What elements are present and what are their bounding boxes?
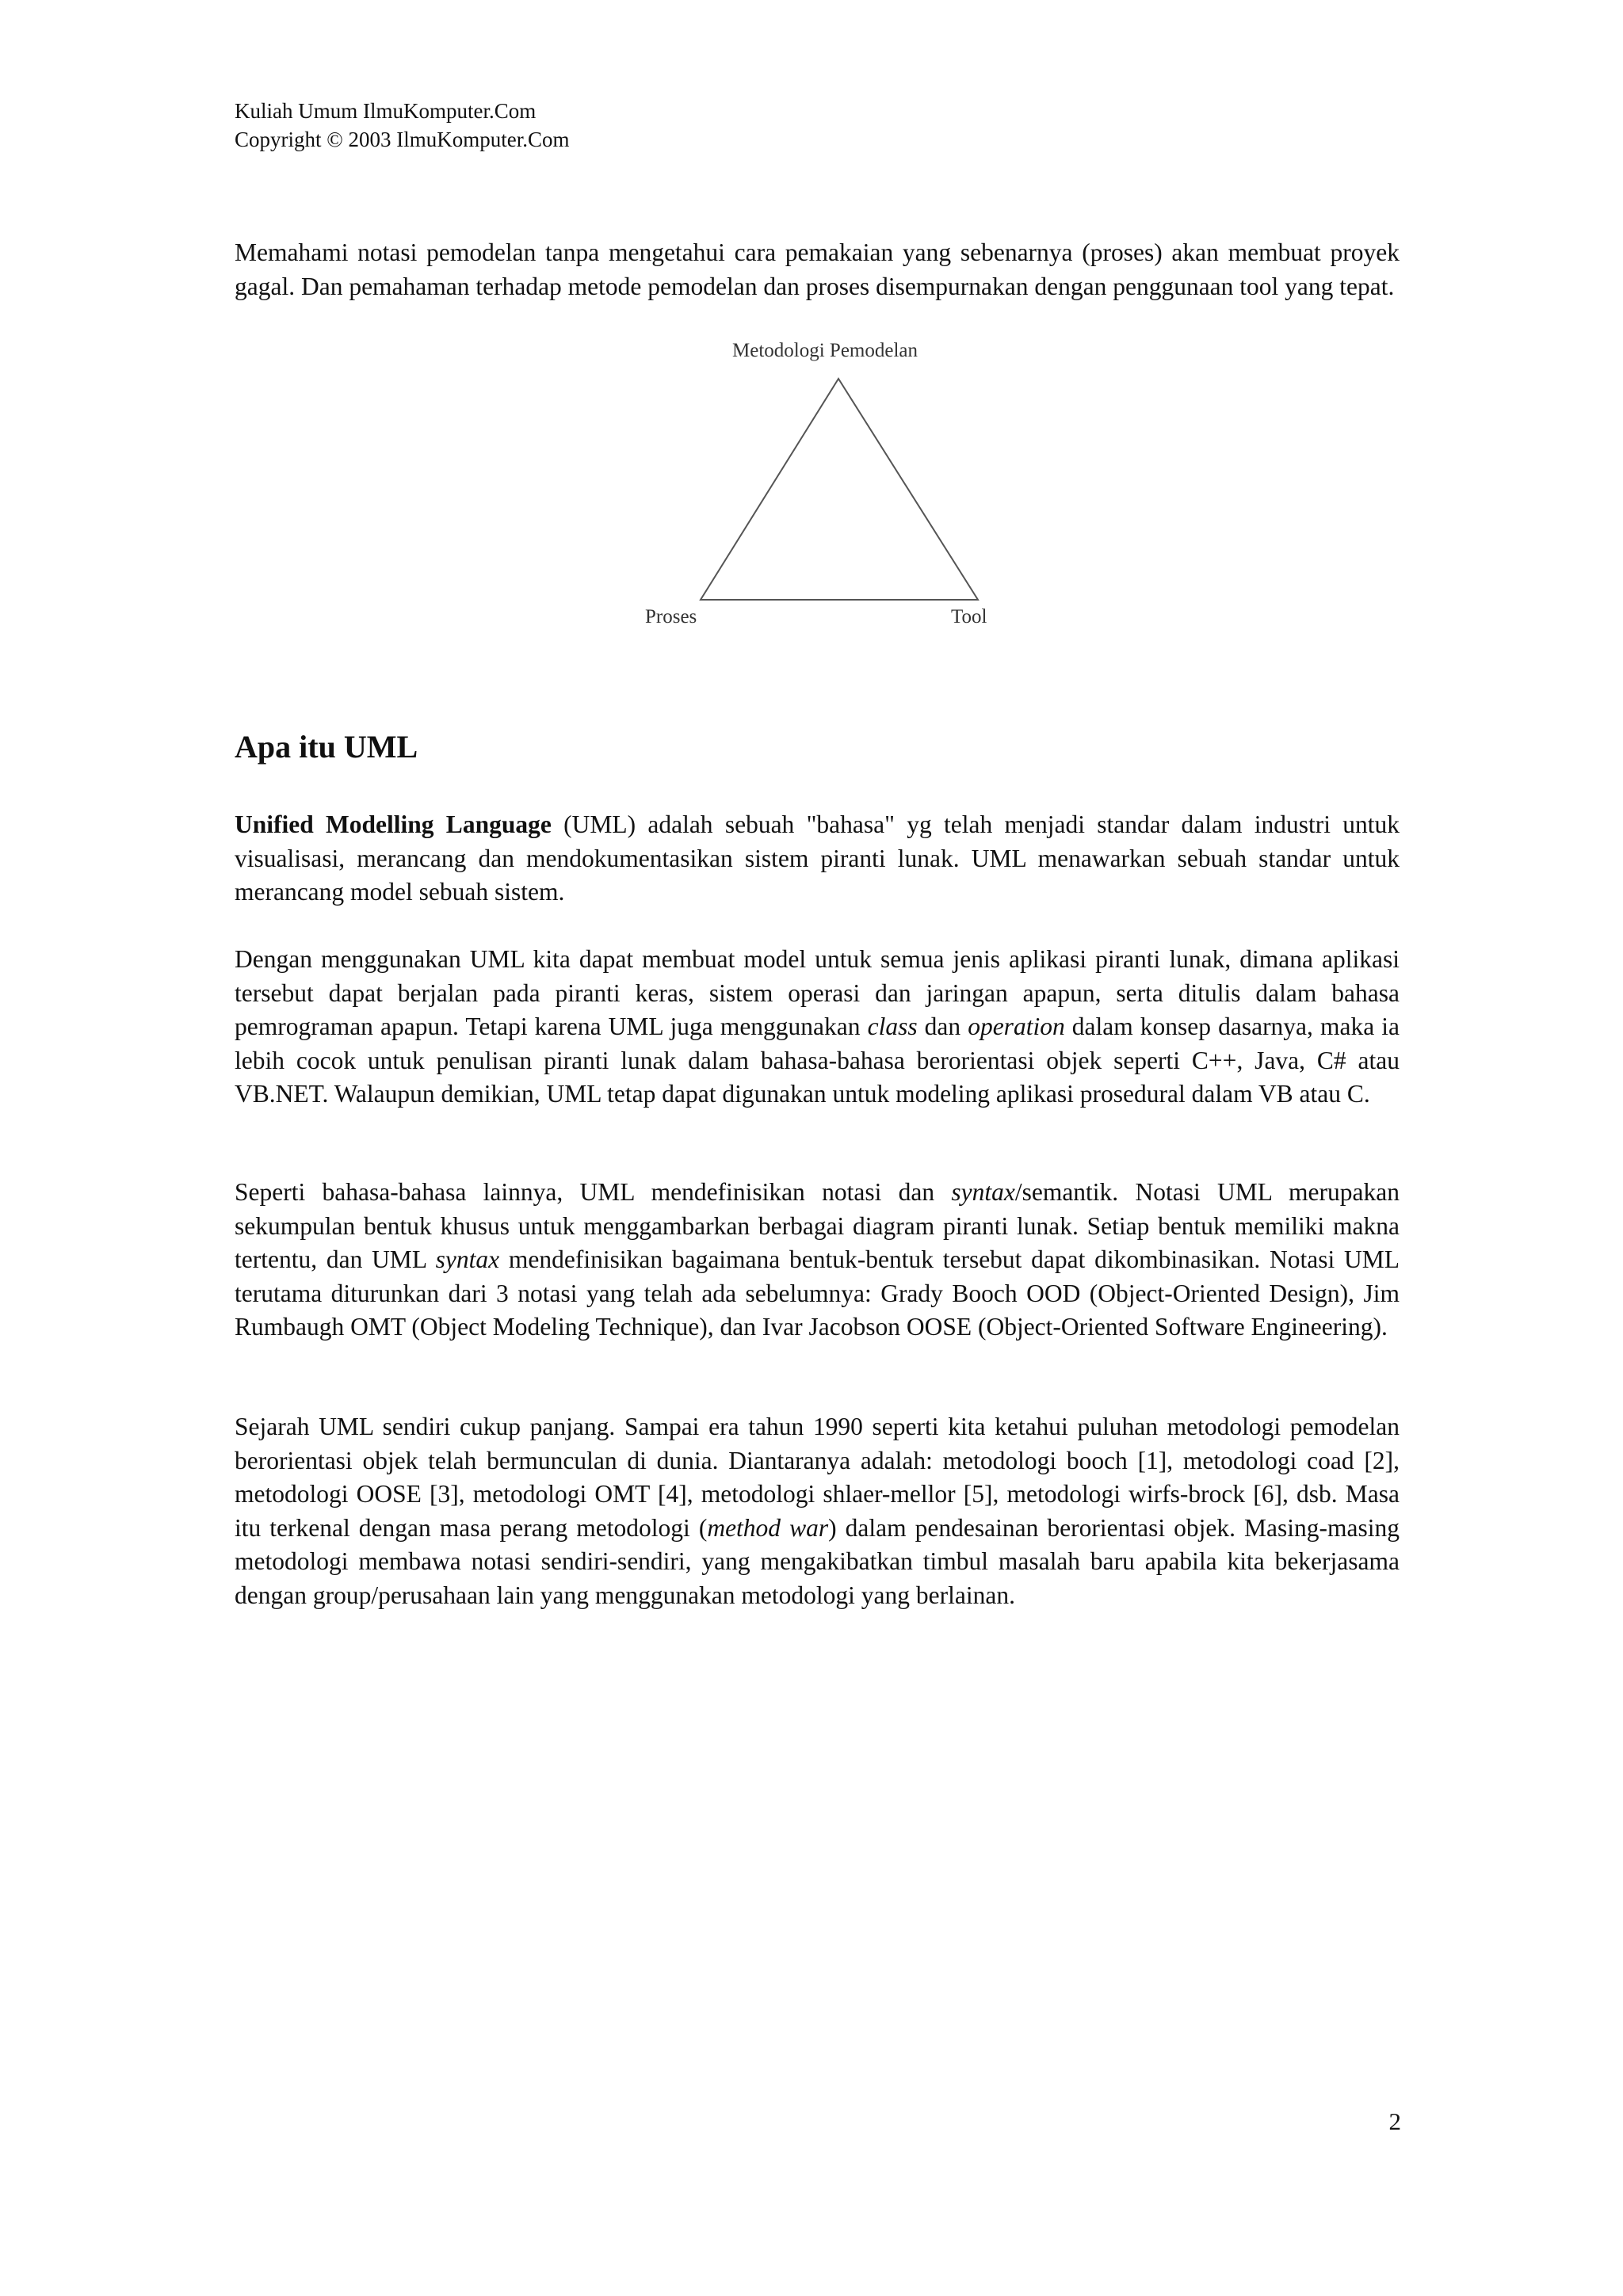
p2-text-a: Dengan menggunakan UML kita dapat membuat model untuk semua jenis aplikasi piranti lunak, dimana aplikasi tersebut dapat berjalan pada piranti keras, sistem operasi dan jaringan apapun, serta ditulis dalam bahasa pemrograman apapun. Tetapi karena UML juga menggunakan xyxy=(235,945,1400,1040)
p4-text-b: ) dalam pendesainan berorientasi objek. Masing-masing metodologi membawa notasi sendiri-sendiri, yang mengakibatkan timbul masalah baru apabila kita bekerjasama dengan group/perusahaan lain yang menggunakan metodologi yang berlainan. xyxy=(235,1513,1400,1609)
p3-text-b: /semantik. Notasi UML merupakan sekumpulan bentuk khusus untuk menggambarkan berbagai diagram piranti lunak. Setiap bentuk memiliki makna tertentu, dan UML xyxy=(235,1178,1400,1273)
p4-italic-method-war: method war xyxy=(707,1513,829,1542)
page-number: 2 xyxy=(1388,2107,1401,2135)
p3-italic-syntax-2: syntax xyxy=(435,1245,500,1273)
paragraph-uml-history xyxy=(235,1410,1400,1612)
intro-paragraph xyxy=(235,236,1400,303)
p3-text-c: mendefinisikan bagaimana bentuk-bentuk tersebut dapat dikombinasikan. Notasi UML terutama diturunkan dari 3 notasi yang telah ada sebelumnya: Grady Booch OOD (Object-Oriented Design), Jim Rumbaugh OMT (Object Modeling Technique), dan Ivar Jacobson OOSE (Object-Oriented Software Engineering). xyxy=(235,1245,1400,1341)
p1-text: (UML) adalah sebuah "bahasa" yg telah menjadi standar dalam industri untuk visualisasi, merancang dan mendokumentasikan sistem piranti lunak. UML menawarkan sebuah standar untuk merancang model sebuah sistem. xyxy=(235,810,1400,906)
diagram-top-label: Metodologi Pemodelan xyxy=(732,340,918,361)
paragraph-uml-usage xyxy=(235,943,1400,1112)
header-line-1: Kuliah Umum IlmuKomputer.Com xyxy=(235,99,537,123)
p2-italic-operation: operation xyxy=(968,1013,1065,1040)
p3-text-a: Seperti bahasa-bahasa lainnya, UML mendefinisikan notasi dan xyxy=(235,1178,952,1206)
p3-italic-syntax-1: syntax xyxy=(951,1178,1015,1206)
diagram-left-label: Proses xyxy=(645,606,697,627)
p4-text-a: Sejarah UML sendiri cukup panjang. Sampai era tahun 1990 seperti kita ketahui puluhan metodologi pemodelan berorientasi objek telah bermunculan di dunia. Diantaranya adalah: metodologi booch [1], metodologi coad [2], metodologi OOSE [3], metodologi OMT [4], metodologi shlaer-mellor [5], metodologi wirfs-brock [6], dsb. Masa itu terkenal dengan masa perang metodologi ( xyxy=(235,1413,1400,1542)
paragraph-uml-notation xyxy=(235,1176,1400,1344)
section-heading: Apa itu UML xyxy=(235,729,418,765)
p2-text-b: dan xyxy=(917,1013,968,1040)
page-header xyxy=(235,97,570,154)
header-line-2: Copyright © 2003 IlmuKomputer.Com xyxy=(235,128,570,151)
uml-term: Unified Modelling Language xyxy=(235,810,552,838)
paragraph-uml-definition xyxy=(235,808,1400,910)
diagram-right-label: Tool xyxy=(951,606,987,627)
triangle-shape xyxy=(701,379,978,600)
intro-text: Memahami notasi pemodelan tanpa mengetahui cara pemakaian yang sebenarnya (proses) akan membuat proyek gagal. Dan pemahaman terhadap metode pemodelan dan proses disempurnakan dengan penggunaan tool yang tepat. xyxy=(235,238,1400,300)
p2-text-c: dalam konsep dasarnya, maka ia lebih cocok untuk penulisan piranti lunak dalam bahasa-bahasa berorientasi objek seperti C++, Java, C# atau VB.NET. Walaupun demikian, UML tetap dapat digunakan untuk modeling aplikasi prosedural dalam VB atau C. xyxy=(235,1013,1400,1108)
p2-italic-class: class xyxy=(867,1013,918,1040)
